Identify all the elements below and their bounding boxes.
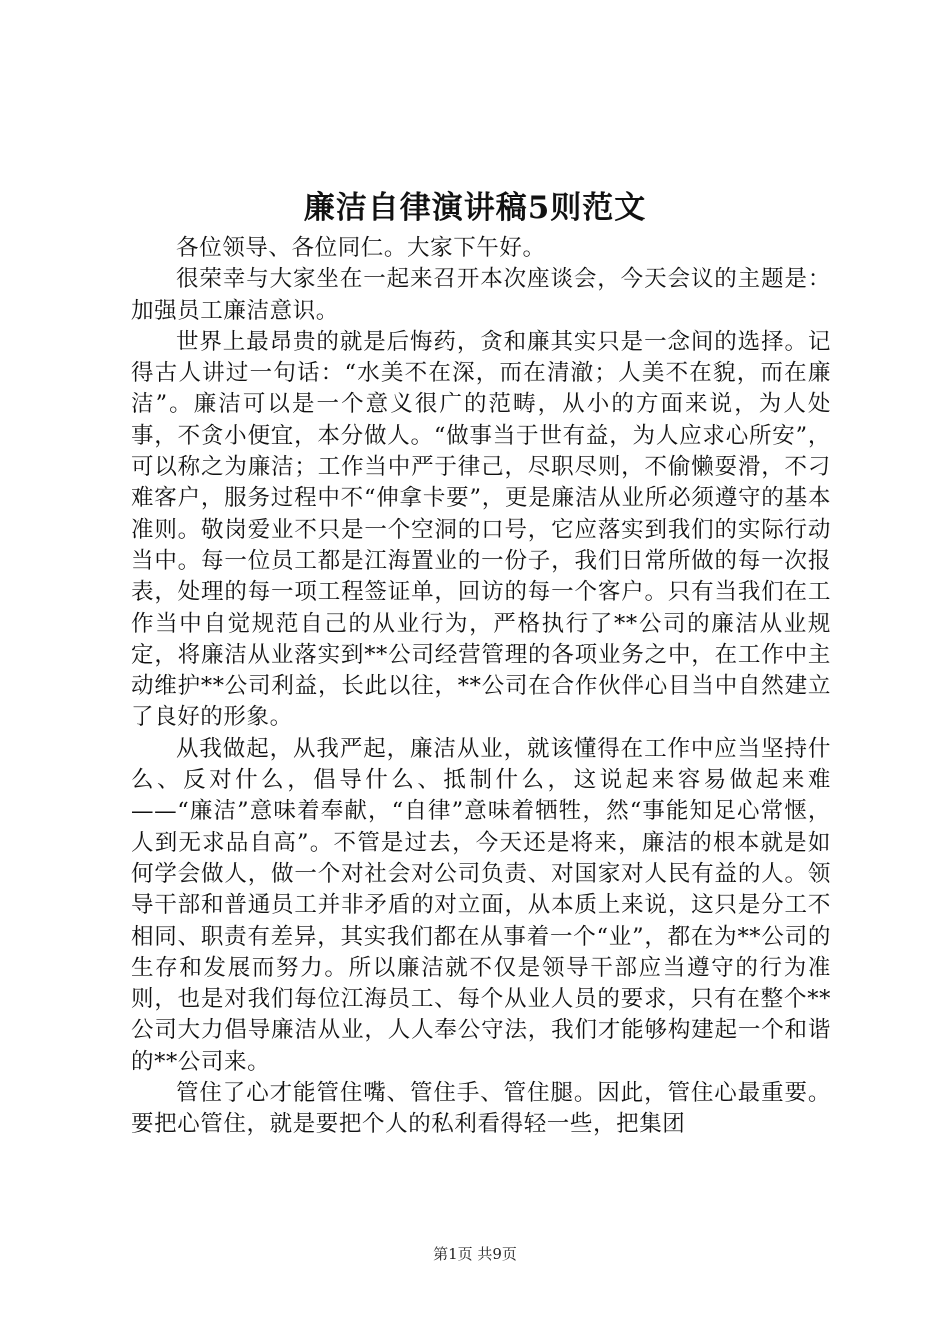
paragraph-intro: 很荣幸与大家坐在一起来召开本次座谈会，今天会议的主题是：加强员工廉洁意识。 bbox=[131, 266, 831, 324]
paragraph-start-with-me: 从我做起，从我严起，廉洁从业，就该懂得在工作中应当坚持什么、反对什么，倡导什么、抵制什么，这说起来容易做起来难——“廉洁”意味着奉献，“自律”意味着牺牲，然“事能知足心常惬，人到无求品自高”。不管是过去，今天还是将来，廉洁的根本就是如何学会做人，做一个对社会对公司负责、对国家对人民有益的人。领导干部和普通员工并非矛盾的对立面，从本质上来说，这只是分工不相同、职责有差异，其实我们都在从事着一个“业”，都在为**公司的生存和发展而努力。所以廉洁就不仅是领导干部应当遵守的行为准则，也是对我们每位江海员工、每个从业人员的要求，只有在整个**公司大力倡导廉洁从业，人人奉公守法，我们才能够构建起一个和谐的**公司来。 bbox=[131, 735, 831, 1075]
paragraph-manage-heart: 管住了心才能管住嘴、管住手、管住腿。因此，管住心最重要。要把心管住，就是要把个人的私利看得轻一些，把集团 bbox=[131, 1080, 831, 1138]
paragraph-integrity-meaning: 世界上最昂贵的就是后悔药，贪和廉其实只是一念间的选择。记得古人讲过一句话：“水美不在深，而在清澈；人美不在貌，而在廉洁”。廉洁可以是一个意义很广的范畴，从小的方面来说，为人处事，不贪小便宜，本分做人。“做事当于世有益，为人应求心所安”，可以称之为廉洁；工作当中严于律己，尽职尽则，不偷懒耍滑，不刁难客户，服务过程中不“伸拿卡要”，更是廉洁从业所必须遵守的基本准则。敬岗爱业不只是一个空洞的口号，它应落实到我们的实际行动当中。每一位员工都是江海置业的一份子，我们日常所做的每一次报表，处理的每一项工程签证单，回访的每一个客户。只有当我们在工作当中自觉规范自己的从业行为，严格执行了**公司的廉洁从业规定，将廉洁从业落实到**公司经营管理的各项业务之中，在工作中主动维护**公司利益，长此以往，**公司在合作伙伴心目当中自然建立了良好的形象。 bbox=[131, 328, 831, 731]
page-number-footer: 第1页 共9页 bbox=[433, 1245, 517, 1263]
paragraph-greeting: 各位领导、各位同仁。大家下午好。 bbox=[176, 235, 546, 261]
document-title: 廉洁自律演讲稿5则范文 bbox=[303, 190, 647, 226]
document-body bbox=[131, 233, 831, 1141]
